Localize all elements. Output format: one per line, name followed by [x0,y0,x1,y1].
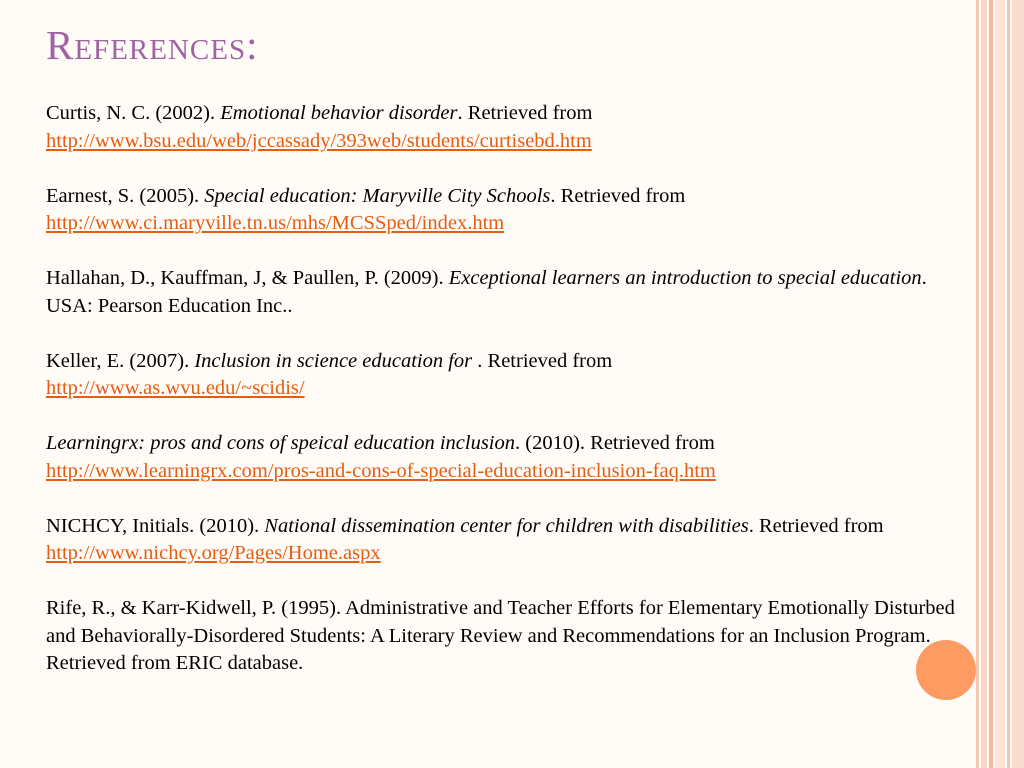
decorative-stripes [976,0,1024,768]
reference-item [46,265,976,320]
reference-item [46,430,976,485]
reference-list [46,100,976,705]
reference-prefix: Keller, E. (2007). [46,349,195,372]
reference-prefix: Earnest, S. (2005). [46,184,205,207]
reference-suffix: . Retrieved from [748,514,884,537]
stripe [1007,0,1010,768]
reference-link[interactable]: http://www.ci.maryville.tn.us/mhs/MCSSped/index.htm [46,212,505,234]
reference-text: Rife, R., & Karr-Kidwell, P. (1995). Administrative and Teacher Efforts for Elementary Emotionally Disturbed and Behaviorally-Disordered Students: A Literary Review and Recommendations for an Inclusion Program. Retrieved from ERIC database. [46,597,955,674]
stripe [989,0,993,768]
stripe [981,0,987,768]
reference-title: National dissemination center for children with disabilities [264,514,749,537]
reference-title: Learningrx: pros and cons of speical education inclusion [46,432,515,454]
reference-prefix: NICHCY, Initials. (2010). [46,514,265,537]
reference-item [46,595,976,678]
reference-title: Emotional behavior disorder [220,102,458,124]
stripe [976,0,979,768]
stripe [1012,0,1024,768]
slide-title: References: [46,22,259,68]
reference-item [46,100,976,155]
reference-suffix: . Retrieved from [550,184,686,207]
reference-prefix: Hallahan, D., Kauffman, J, & Paullen, P. (2009). [46,267,449,289]
reference-suffix: . Retrieved from [457,102,593,124]
stripe [995,0,1005,768]
reference-link[interactable]: http://www.learningrx.com/pros-and-cons-of-special-education-inclusion-faq.htm [46,459,716,482]
reference-prefix: Curtis, N. C. (2002). [46,102,221,124]
reference-link[interactable]: http://www.bsu.edu/web/jccassady/393web/students/curtisebd.htm [46,129,592,152]
reference-suffix: . USA: Pearson Education Inc.. [46,267,927,317]
reference-title: Inclusion in science education for [194,349,478,372]
reference-item [46,183,976,238]
reference-title: Exceptional learners an introduction to special education [448,267,922,289]
reference-suffix: . Retrieved from [477,349,613,372]
reference-item [46,513,976,568]
reference-suffix: . (2010). Retrieved from [515,432,715,454]
reference-item [46,348,976,403]
reference-link[interactable]: http://www.nichcy.org/Pages/Home.aspx [46,542,381,564]
reference-title: Special education: Maryville City Schools [204,184,551,207]
reference-link[interactable]: http://www.as.wvu.edu/~scidis/ [46,377,305,399]
